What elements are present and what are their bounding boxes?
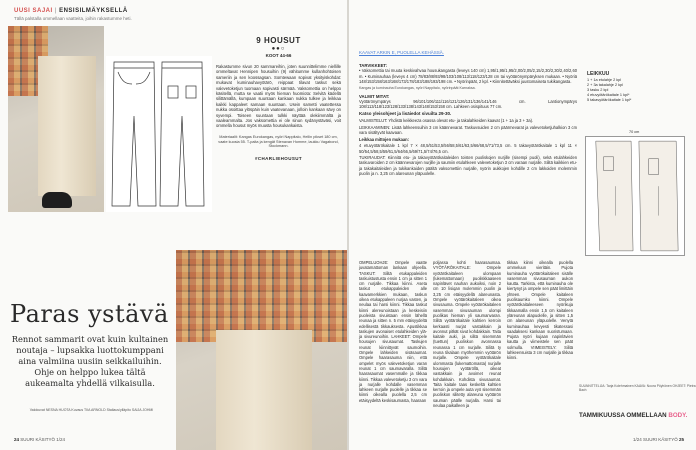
technical-flats [106, 56, 212, 212]
interfacing-text: TUKIRAUDAT: Kiinnitä etu- ja takavyötärökaitaleiden toisten puoliskojen nurjille (sisempi puoli), sekä etulahkeiden taskuvaroiden 2 cm käännevarojen nurjille ja saumiin etulahkeen valevetoketjun 3 cm varaan nurjalle. Silitä kaikkien etu- ja takakaitaleiden ja tukikankaiden päältä vaksomettiin nurjalle, nyörin aukkojen kohdille 2 cm lakkoiden molemmin puolin ja n. 3,25 cm alareunan yläpuolelle. [359, 155, 577, 177]
right-page [349, 0, 696, 450]
headline-title: Paras ystävä [10, 300, 169, 328]
main-photo [176, 250, 347, 450]
instructions-column-2: poljassa kohti haarasaumaa. VYÖTÄRÖKAITALE: Ompele vyötärökaitaleen ulompaan (lukemattomaan) puoliskkaaseen napinlävet nauhan aukoiksi, noin 2 cm 10 lisiqan molemmin puolin ja 3,25 cm etäisyydellä alareunasta. Ompele vyötärökaitaleen oikea sivusauma. Ompele vyötärökaitaleen vasemman sivusauman ulompi puolikas hieman yli saumanvaran. Silitä vyötärökaitale kahtien kerroin kerkaasti nurjat vastakkain ja avonnut pitkät sivut kohdakkain. Taita kaitale auki, ja silitä sisemmän (tuettun) puoliskon avonnassa reunassa 1 cm nurjalle. Silitä ty reuna tikalaan myöhemmin vyötärön nurjalle. Ompele vyötärökaitale ulommasta (lukemattomasta) nurjalle housujen vyötäröllä, oikeat vastakkain ja avoimet reunat kohdakkain. Kohdista sivusaumat. Taita kaitale taas keskeltä kahtien kerroin ja ompele auta vyö sisemmän puoliskon silitetty alareuna vyötärön sauman päälle nurjalla. Harsi tai neulaa paikalleen ja [433, 260, 501, 409]
cutting-list-item: 3 tasku 2 kpl [587, 88, 609, 92]
materials-credit: Materiaalit: Kangas Eurokangas, nyöri Nappitalo, Hellin pikset 180 cm, vaate kuosia 55. T-paita ja kengät Stenavan Homme, laukku Vagabond, Stockmann. [218, 134, 339, 149]
bottom-slogan [579, 412, 687, 419]
headline-text: Rennot sammarit ovat kuin kultainen noutaja – lupsakka luottokumppani aina valmiina uusiin seikkailuihin. Ohje on helppo lukea tältä aukeamalta yhdellä vilkaisulla. [11, 334, 169, 388]
page-number: 24 [14, 437, 20, 442]
instructions-column-3: tikkaa kiinni oikealla puolella ommeluun vieritäin. Pujota kuminauha vyötärökaitaleen sisälle vasemman sivusauman aukon kautta. Tarkista, että kuminauha ole kiertynyt ja ompele sen päät limittäin yhteen. Ompele kaitaleen puolisaumko kiinni. Ompele vyötärökaitaleeseen nyörikuja tikkaamalla ensin 1,5 cm kaitaleen yläreunan alapuolelle, ja sitten 1,5 cm alareunan yläpuolelle. Venytä kuminauhaa kevyesti tikatessasi saadaksesi kankaan suoristumaan. Pujota nyöri kujaan napinlävien kautta ja viimeistele sen päät solmulla. VIIMEISTELY: Silitä lahkeensuista 3 cm nurjalle ja tikkaa kiinni. [507, 260, 573, 361]
left-page [0, 0, 347, 450]
photo-credit: Valokuvat NESNA HUOTA Kuvaus TIIA ARNOLD Stailaus/ylläpito SAIJA JOHMI [29, 408, 154, 412]
trouser-graphic [216, 330, 312, 450]
instructions-column-1: OMPELUOHJE: Ompele vaatte juvatamattoman lankaan ohjeella. TASKUT: Silitä etukappaleiden taskuistustusta ensin 1 cm ja sitten 1 cm nurjalle. Tikkaa kiinni. Aseta taskut etukappaleiden alle kaavamerkkien mukaan, taskun oikea etukappaleen nurjaa vasten, ja neulaa tai harsi kiinni. Tikkaa taskut kiinni alereunoistaan ja keskeisiin puoleista sivuistaan ensin lähellä reunaa ja sitten n. 5 mm etäisyydeltä edellisestä tikkauksesta. Apustikkaa taskujen avonaiset etulahkeiden ylä- ja sivureunoihin. LAHKEET: Ompele housujen sivusaumat. Taskujen reunat kiinnittyvät saumoihin. Ompele lahkeiden sisäsaumat. Ompele haarasauma niin, että ompelet myös valevetoketjun varan reunat 1 cm saumavaralla. Silitä haarasaumat vasemmalle ja tikkaa kiinni. Tikkaa valevetoketju 3 cm vara ja nurjalle kohdalle vasemman lahkeen nurjalle puolelle ja tikkaa se kiinni oikealla puolella 2,5 cm etäisyydeltä keskisaumasta, haaraan [359, 260, 427, 403]
bottom-slogan-text: TAMMIKUUSSA OMMELLAAN [579, 412, 667, 419]
supplies-note: Kangas ja kuminauha Eurokangas, nyöri Nappitalo, nyörinpäät Karnaksa. [359, 85, 476, 90]
cutting-list-item: 2 + 3a takalahje 2 kpl [587, 83, 623, 87]
cutting-list [587, 78, 631, 103]
headline-block [10, 300, 170, 389]
magazine-brand: 1/24 SUURI KÄSITYÖ [632, 437, 678, 442]
header-section: ENSISILMÄYKSELLÄ [59, 8, 128, 14]
finished-measurements-text: Vyötärönympärys 96/101/106/111/116/121/126/131/136/141/146 cm. Lantionympärys 108/113/118/123/128/133/138/143/148/153/158 cm. Lahkeen osispituus 77 cm. [359, 99, 577, 110]
pattern-sheet-link[interactable]: KAAVAT ARKIN E, PUOLELLA KEHÄSSÄ. [359, 50, 444, 55]
trouser-graphic [38, 56, 96, 196]
pattern-body-text: Rakastumme sivun 20 sammareihin, joten suunnittelimme niellille ommeltavat Hennipen housuihin (9) vähitumme kullanhohtoisen sameriin ja sen koossagsan. Somtewaan sopivat yksityiskohdat: mukavat kuminauhavyötärö, reippaat tilavat taskut sekä valevetoketjun tuomaan sopivasti särmää. Vaksomettia on helppo käsitellä, mutta se vaatii myös hieman huomiota: Selvitä kädellä silittämällä, kumpaan suuntaan kankaan nukka tulkee ja leikkaa kaikki kappaleet samaan suuntaan. Usein sametti vaatettessa nukka osoittaa ylöspäin kuin vaatevanaan, jolloin kankaan sävy on syvempi. Toiseen suuntaan tulkki näyttää olekiimmältä ja vaaleammalta. Jos vaksomettia ei ole sinun sydänystäväsi, voit ommella housut myös muusta housukankaista. [216, 64, 341, 129]
plaid-shirt-graphic [176, 250, 347, 342]
hashtag: #CHARLIEHOUSUT [254, 156, 303, 162]
cutting-title: LEIKKUU [587, 71, 610, 77]
pattern-sizes: KOOT 44-66 [265, 53, 292, 58]
supplies-text: • Vaksomettia tai muuta keskivahvaa housukangasta (leveys 140 cm) 1,95/1,95/1,95/2,00/2,05/2,15/2,30/2,30/2,40/2,60 m. • Kuminauhaa (leveys 4 cm) 78/83/88/93/98/103/108/113/118/123/128 cm tai vyötärönympäryksen mukaan. • Nyöriä 148/153/158/163/168/173/178/183/188/193/198 cm. • Nyörinpäät, 2 kpl. • Kiinnitettäväksi juustomaiseta tukikangasta. [359, 68, 577, 84]
section-header [14, 8, 128, 14]
finished-measurements-heading: VALMIT MITAT: [359, 93, 390, 99]
cutting-layout-svg [586, 137, 684, 255]
supplies-column [359, 60, 577, 178]
design-credits: SUUNNITTELIJA: Tarja Kolehmainen KAAVA: Noora Pöyhönen OHJEET: Pietra Bach [579, 384, 696, 393]
top-photo [8, 26, 104, 212]
cutting-layout-diagram [585, 136, 685, 256]
cut-by-measure-text: 4 etuvyötärökaitale 1 kpl 7 × 48,5/51/53,5/56/58,5/61/63,5/66/68,5/71/73,5 cm. 5 takavyötärökaitale 1 kpl 11 × 50/54,5/58,5/59/61,5/64/66,5/69/71,5/74/76,5 cm. [359, 143, 577, 154]
general-instructions-note: Katso yleisohjeet ja lisäiedot sivuilta 29-30. [359, 111, 452, 117]
bottom-slogan-accent: BODY. [668, 412, 688, 419]
cutting-list-item: 5 takavyötärökaitale 1 kpl* [587, 98, 632, 102]
shoe-graphic [42, 192, 72, 208]
page-number: 25 [678, 437, 684, 442]
magazine-brand: SUURI KÄSITYÖ 1/24 [20, 437, 66, 442]
left-folio [14, 437, 65, 442]
header-subtitle: Tällä palstalla ommellaan vaatteita, joihin rakastumme heti. [14, 16, 132, 21]
right-folio [633, 437, 684, 442]
cutting-list-item: 4 etuvyötärökaitale 1 kpl* [587, 93, 630, 97]
cutting-text: LEIKKAAMINEN: Lisää lahkeensuihin 3 cm käännevarat. Taskuvsuiden 2 cm päärmevarat ja valevetoketjuhalkion 3 cm vara sisältyvät kaavaan. [359, 124, 577, 135]
cutting-width-label: 70 cm [629, 130, 640, 134]
cut-by-measure-heading: Leikkaa mittojen mukaan: [359, 136, 410, 142]
cutting-list-item: 1 + 1a etulahje 2 kpl [587, 78, 622, 82]
preparations-text: VALMISTELUT: Yhdistä keikkeeza osassa olevat etu- ja takalahkeiden kaavat (1 + 1a ja 3 + 3a). [359, 117, 534, 123]
pattern-description [216, 36, 341, 161]
pattern-title: 9 HOUSUT [256, 36, 301, 45]
trousers-flat-drawing [106, 56, 212, 212]
header-separator: | [54, 8, 57, 14]
difficulty-rating: ●●○ [271, 46, 286, 52]
supplies-heading: TARVIKKEET: [359, 63, 388, 68]
header-tag: UUSI SAJAI [14, 8, 53, 14]
